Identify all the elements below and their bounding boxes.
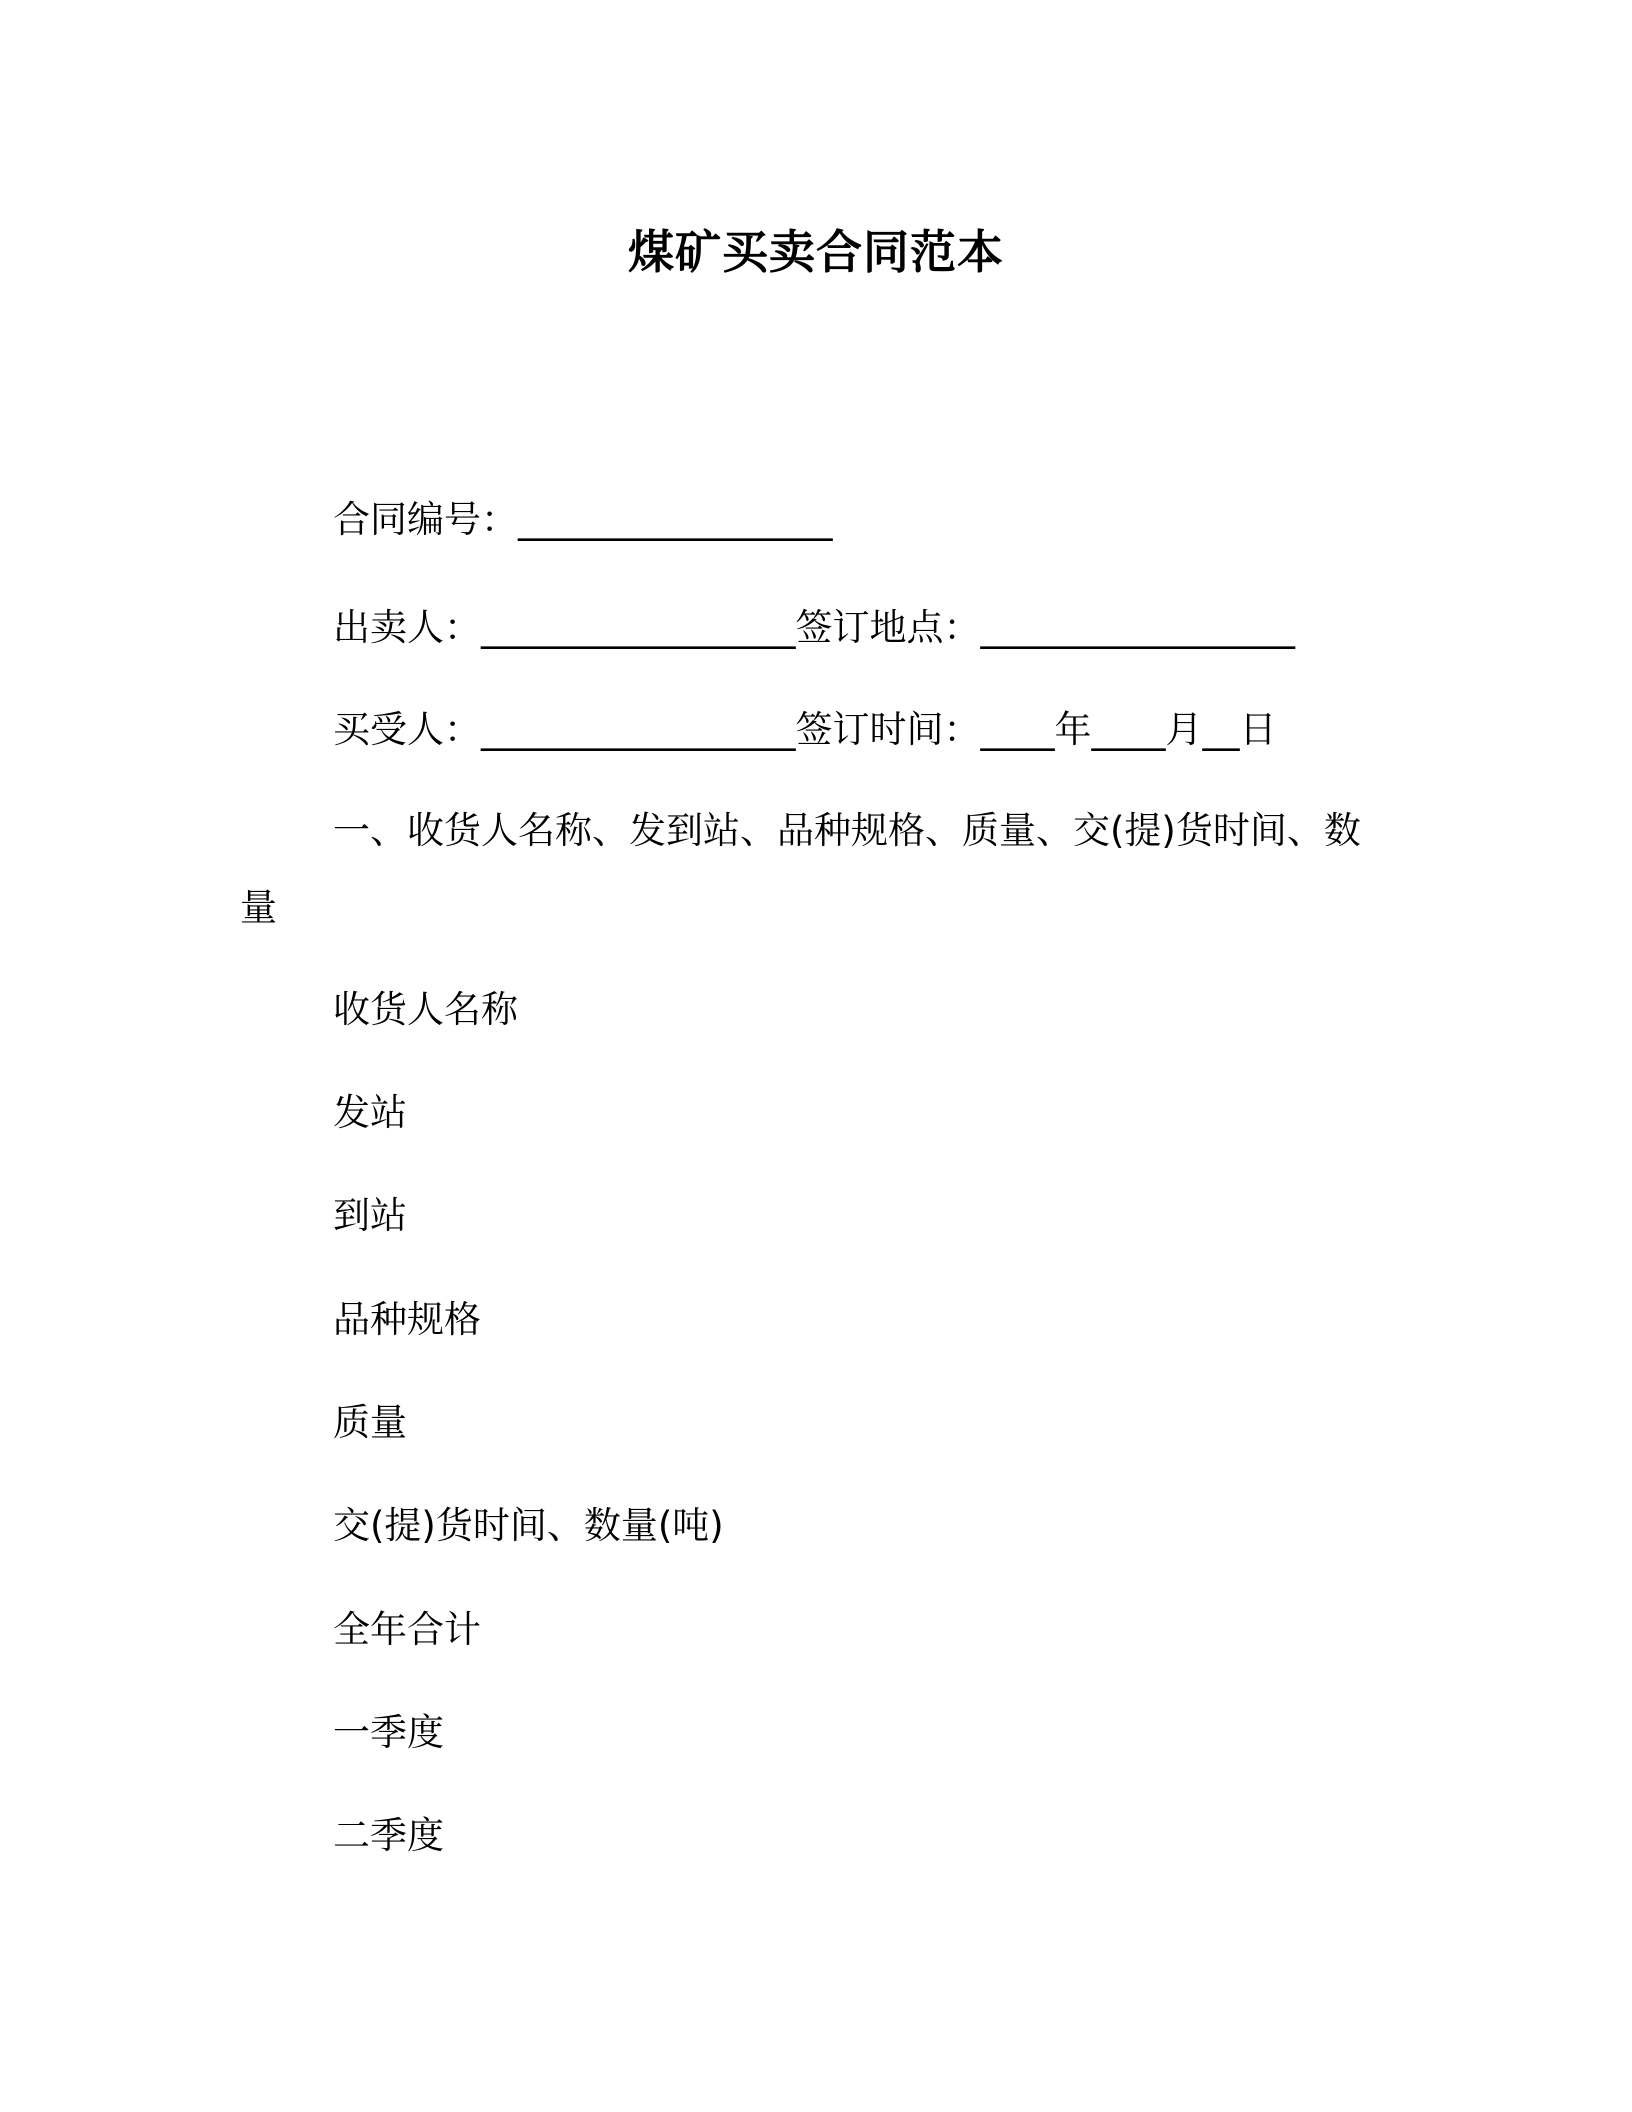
- item-first-quarter: 一季度: [333, 1711, 444, 1754]
- item-arrival-station: 到站: [333, 1194, 407, 1237]
- buyer-line: 买受人：_________________签订时间：____年____月__日: [333, 708, 1277, 751]
- section-heading-1-continued: 量: [240, 886, 277, 929]
- item-delivery-time-quantity: 交(提)货时间、数量(吨): [333, 1504, 724, 1547]
- seller-line: 出卖人：_________________签订地点：_________________: [333, 606, 1295, 649]
- item-variety-spec: 品种规格: [333, 1298, 481, 1341]
- item-consignee-name: 收货人名称: [333, 988, 518, 1031]
- item-departure-station: 发站: [333, 1091, 407, 1134]
- item-quality: 质量: [333, 1401, 407, 1444]
- item-annual-total: 全年合计: [333, 1608, 481, 1651]
- item-second-quarter: 二季度: [333, 1814, 444, 1857]
- contract-number-line: 合同编号：_________________: [333, 498, 833, 541]
- document-title: 煤矿买卖合同范本: [628, 225, 1004, 279]
- section-heading-1: 一、收货人名称、发到站、品种规格、质量、交(提)货时间、数: [333, 809, 1361, 852]
